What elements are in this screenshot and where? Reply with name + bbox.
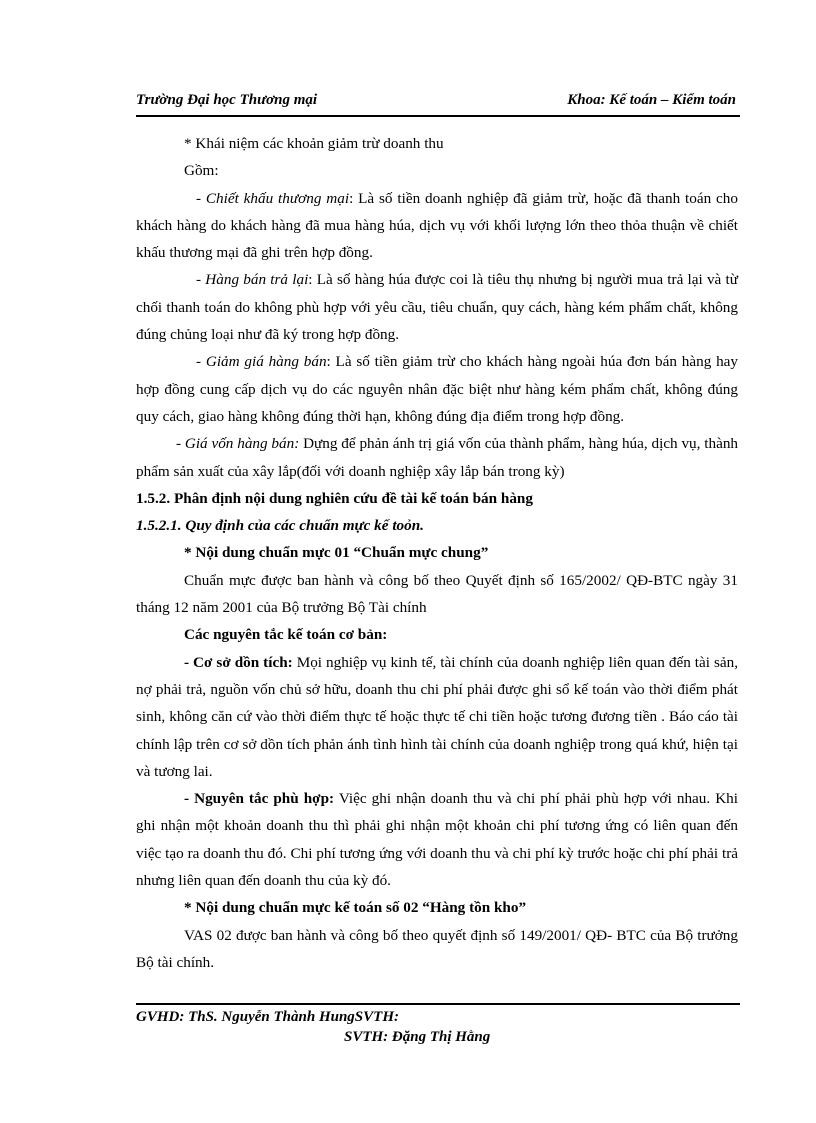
term-text: : Là số tiền giảm trừ cho khách hàng ngoài húa đơn bán hàng hay hợp đồng cung cấp dịch vụ do các nguyên nhân đặc biệt như hàng kém phẩm chất, không đúng quy cách, giao hàng không đúng thời hạn, không đúng địa điểm trong hợp đồng.: [136, 353, 739, 425]
content-heading: * Nội dung chuẩn mực kế toán số 02 “Hàng tồn kho”: [184, 899, 527, 917]
paragraph: [136, 649, 738, 785]
term-text: : Là số hàng húa được coi là tiêu thụ nhưng bị người mua trả lại và từ chối thanh toán do không phù hợp với yêu cầu, tiêu chuẩn, quy cách, hàng kém phẩm chất, không đúng chủng loại như đã ký trong hợp đồng.: [136, 271, 738, 344]
paragraph: [136, 430, 738, 485]
footer-student: SVTH: Đặng Thị Hằng: [344, 1029, 491, 1045]
term-text: Dựng để phản ánh trị giá vốn của thành phẩm, hàng húa, dịch vụ, thành phẩm sản xuất của xây lắp(đối với doanh nghiệp xây lắp bán trong kỳ): [136, 435, 739, 480]
content-heading: Các nguyên tắc kế toán cơ bản:: [184, 626, 388, 644]
term-text: : Là số tiền doanh nghiệp đã giảm trừ, hoặc đã thanh toán cho khách hàng do khách hàng đã mua hàng húa, dịch vụ với khối lượng lớn theo thỏa thuận về chiết khấu thương mại đã ghi trên hợp đồng.: [136, 189, 738, 262]
term-text: Việc ghi nhận doanh thu và chi phí phải phù hợp với nhau. Khi ghi nhận một khoản doanh thu thì phải ghi nhận một khoản chi phí tương ứng có liên quan đến việc tạo ra doanh thu đó. Chi phí tương ứng với doanh thu và chi phí kỳ trước hoặc chi phí phải trả nhưng liên quan đến doanh thu của kỳ đó.: [136, 790, 738, 890]
page-header: [136, 92, 740, 114]
footer-divider: [136, 1003, 740, 1005]
header-school: Trường Đại học Thương mại: [136, 92, 318, 108]
term-text: Mọi nghiệp vụ kinh tế, tài chính của doanh nghiệp liên quan đến tài sản, nợ phải trả, nguồn vốn chủ sở hữu, doanh thu chi phí phải được ghi sổ kế toán vào thời điểm phát sinh, không căn cứ vào thời điểm thực tế hoặc thực tế chi tiền hoặc tương đương tiền . Báo cáo tài chính lập trên cơ sở dồn tích phản ánh tình hình tài chính của doanh nghiệp trong quá khứ, hiện tại và tương lai.: [136, 653, 739, 780]
header-divider: [136, 115, 740, 117]
paragraph: * Khái niệm các khoản giảm trừ doanh thu: [184, 135, 444, 152]
paragraph: [136, 785, 738, 894]
term: - Giảm giá hàng bán: [196, 353, 327, 371]
term: - Nguyên tắc phù hợp:: [184, 790, 335, 808]
footer-supervisor: GVHD: ThS. Nguyễn Thành HungSVTH:: [136, 1009, 399, 1025]
term: - Hàng bán trả lại: [196, 271, 309, 289]
subsection-heading: 1.5.2.1. Quy định của các chuẩn mực kế toỏn.: [136, 517, 424, 535]
paragraph: Chuẩn mực được ban hành và công bố theo Quyết định số 165/2002/ QĐ-BTC ngày 31 tháng 12 năm 2001 của Bộ trưởng Bộ Tài chính: [136, 571, 738, 617]
content-heading: * Nội dung chuẩn mực 01 “Chuẩn mực chung”: [184, 544, 489, 562]
paragraph: [136, 185, 738, 267]
paragraph: [136, 266, 738, 348]
document-body: [136, 130, 738, 976]
section-heading: 1.5.2. Phân định nội dung nghiên cứu đề tài kế toán bán hàng: [136, 489, 533, 507]
term: - Cơ sở dồn tích:: [184, 653, 293, 671]
paragraph: VAS 02 được ban hành và công bố theo quyết định số 149/2001/ QĐ- BTC của Bộ trưởng Bộ tài chính.: [136, 926, 738, 971]
term: - Giá vốn hàng bán:: [176, 435, 300, 453]
header-faculty: Khoa: Kế toán – Kiểm toán: [567, 92, 736, 108]
paragraph: [136, 348, 738, 430]
term: - Chiết khấu thương mại: [196, 189, 350, 207]
paragraph: Gồm:: [184, 162, 219, 180]
